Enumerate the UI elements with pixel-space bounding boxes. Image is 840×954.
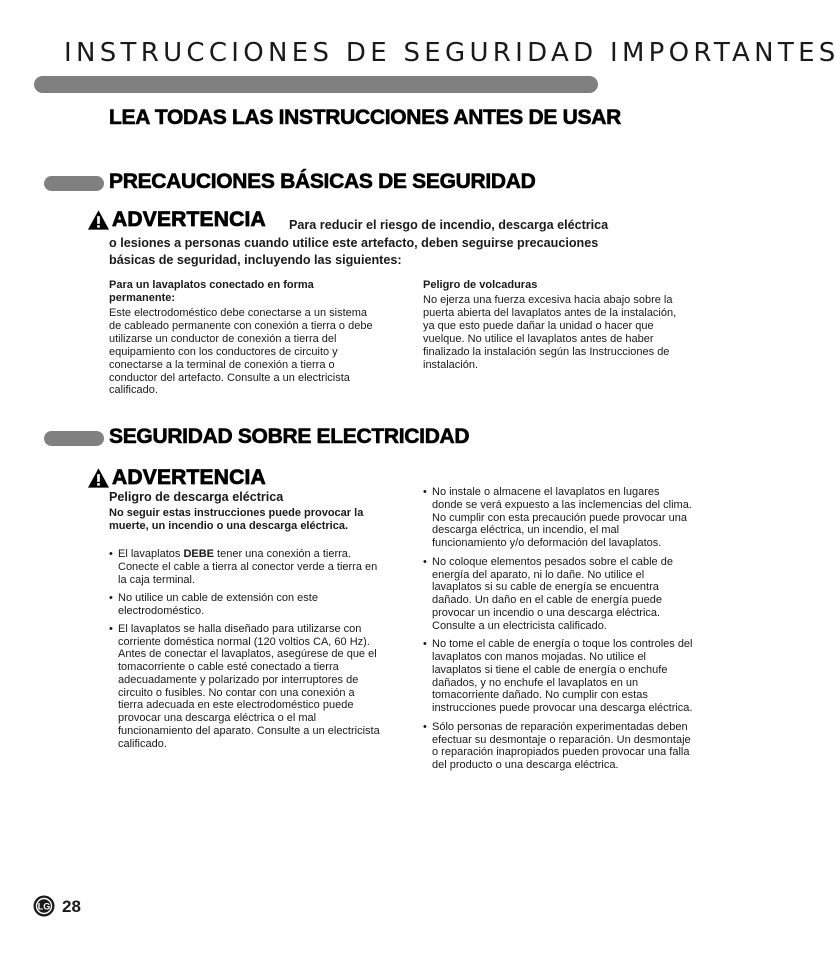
left-bullet-list: [109, 548, 381, 756]
warning-triangle-icon: [87, 467, 110, 489]
list-item: • No tome el cable de energía o toque los controles del lavaplatos con manos mojadas. No utilice el lavaplatos si tiene el cable de energía o enchufe dañados, y no enchufe el lavaplatos en un tomacorriente dañado. No cumplir con estas instrucciones puede provocar una descarga eléctrica.: [423, 638, 693, 715]
right-column-text: No ejerza una fuerza excesiva hacia abajo sobre la puerta abierta del lavaplatos antes de la instalación, ya que esto puede dañar la unidad o hacer que vuelque. No utilice el lavaplatos antes de haber finalizado la instalación según las Instrucciones de instalación.: [423, 294, 677, 371]
list-item: • El lavaplatos se halla diseñado para utilizarse con corriente doméstica normal (120 voltios CA, 60 Hz). Antes de conectar el lavaplatos, asegúrese de que el tomacorriente o cable esté conectado a tierra adecuadamente y polarizado por interruptores de circuito o fusibles. No contar con una conexión a tierra adecuada en este electrodoméstico puede provocar una descarga eléctrica o el mal funcionamiento del aparato. Consulte a un electricista calificado.: [109, 623, 381, 751]
list-item: • No coloque elementos pesados sobre el cable de energía del aparato, ni lo dañe. No utilice el lavaplatos si su cable de energía se encuentra dañado. Un daño en el cable de energía puede provocar un incendio o una descarga eléctrica. Consulte a un electricista calificado.: [423, 556, 693, 633]
left-column-permanent: [109, 279, 379, 397]
warning-text-line-3: básicas de seguridad, incluyendo las siguientes:: [109, 253, 402, 267]
svg-text:LG: LG: [37, 901, 51, 912]
warning-word: ADVERTENCIA: [112, 466, 266, 489]
section-marker-pill: [44, 176, 104, 191]
left-column-text: Este electrodoméstico debe conectarse a un sistema de cableado permanente con conexión a tierra o debe utilizarse un conductor de conexión a tierra del equipamiento con los conductores de circuito y conectarse a la terminal de conexión a tierra o conductor del artefacto. Consulte a un electricista calificado.: [109, 307, 373, 397]
warning-text-line-2: o lesiones a personas cuando utilice este artefacto, deben seguirse precauciones: [109, 236, 599, 250]
page-number: 28: [62, 897, 81, 916]
section-title-electricidad: SEGURIDAD SOBRE ELECTRICIDAD: [109, 425, 470, 448]
left-column-heading: Para un lavaplatos conectado en forma permanente:: [109, 279, 314, 304]
right-column-heading: Peligro de volcaduras: [423, 279, 538, 291]
section-marker-pill: [44, 431, 104, 446]
lg-logo-icon: [33, 895, 55, 917]
page-title: INSTRUCCIONES DE SEGURIDAD IMPORTANTES: [64, 38, 840, 68]
list-item: • No utilice un cable de extensión con este electrodoméstico.: [109, 592, 381, 618]
warning-block-electric: [87, 467, 266, 489]
list-item: • Sólo personas de reparación experimentadas deben efectuar su desmontaje o reparación. Un desmontaje o reparación inapropiados pueden provocar una falla del producto o una descarga eléctrica.: [423, 721, 693, 772]
warning-text-line-1: Para reducir el riesgo de incendio, descarga eléctrica: [289, 218, 609, 232]
main-heading: LEA TODAS LAS INSTRUCCIONES ANTES DE USAR: [109, 106, 621, 129]
right-column-volcaduras: [423, 279, 687, 371]
title-bar: [34, 76, 598, 93]
list-item: • No instale o almacene el lavaplatos en lugares donde se verá expuesto a las inclemencias del clima. No cumplir con esta precaución puede provocar una descarga eléctrica, un incendio, el mal funcionamiento y/o deformación del lavaplatos.: [423, 486, 693, 550]
right-bullet-list: [423, 486, 693, 778]
shock-hazard-heading: Peligro de descarga eléctrica: [109, 490, 284, 504]
warning-triangle-icon: [87, 209, 110, 231]
section-title-precauciones: PRECAUCIONES BÁSICAS DE SEGURIDAD: [109, 170, 536, 193]
list-item: • El lavaplatos DEBE tener una conexión a tierra. Conecte el cable a tierra al conector verde a tierra en la caja terminal.: [109, 548, 381, 586]
warning-word: ADVERTENCIA: [112, 208, 266, 231]
warning-block: [87, 209, 266, 231]
shock-hazard-note: No seguir estas instrucciones puede provocar la muerte, un incendio o una descarga eléctrica.: [109, 507, 364, 532]
